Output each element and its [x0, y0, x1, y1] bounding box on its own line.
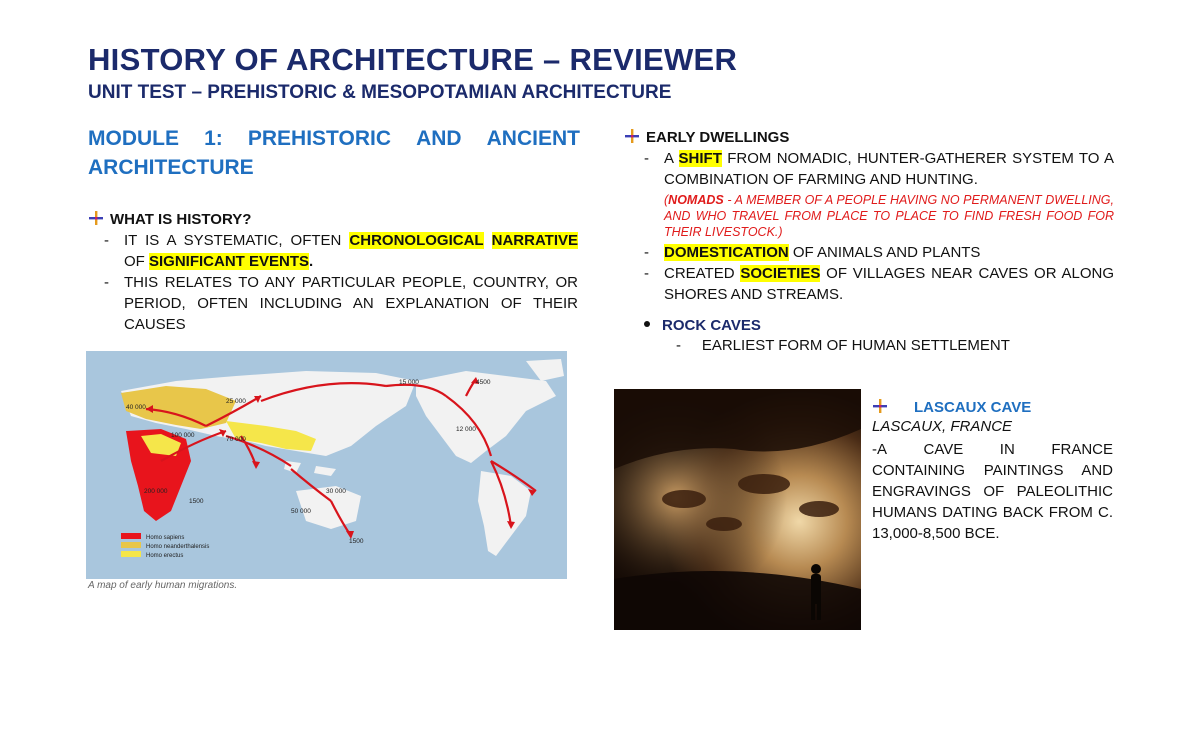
list-item: - DOMESTICATION OF ANIMALS AND PLANTS [644, 244, 981, 261]
map-label: 15 000 [399, 379, 419, 386]
highlight: SHIFT [678, 150, 722, 167]
lascaux-cave-heading: LASCAUX CAVE [872, 398, 1031, 416]
what-is-history-heading: WHAT IS HISTORY? [88, 210, 251, 228]
list-item: - IT IS A SYSTEMATIC, OFTEN CHRONOLOGICAL NARRATIVE OF SIGNIFICANT EVENTS. [104, 232, 578, 270]
svg-text:Homo sapiens: Homo sapiens [146, 535, 185, 541]
map-label: 30 000 [326, 488, 346, 495]
module-word: 1: [204, 127, 223, 150]
highlight: SOCIETIES [740, 265, 821, 282]
document-subtitle: UNIT TEST – PREHISTORIC & MESOPOTAMIAN ARCHITECTURE [88, 82, 672, 103]
module-word: ANCIENT [486, 127, 580, 150]
map-label: 12 000 [456, 426, 476, 433]
rock-caves-heading: ROCK CAVES [644, 317, 761, 334]
svg-text:Homo neanderthalensis: Homo neanderthalensis [146, 544, 210, 550]
map-label: 200 000 [144, 488, 168, 495]
list-item: - A SHIFT FROM NOMADIC, HUNTER-GATHERER SYSTEM TO A COMBINATION OF FARMING AND HUNTING. [644, 150, 1114, 188]
highlight: NARRATIVE [491, 232, 578, 249]
module-heading [88, 124, 580, 182]
lascaux-cave-photo [614, 389, 861, 630]
migration-map [86, 351, 567, 579]
early-dwellings-list [644, 148, 1114, 305]
rock-caves-item: - EARLIEST FORM OF HUMAN SETTLEMENT [676, 337, 1010, 354]
module-word: ARCHITECTURE [88, 156, 254, 179]
nomads-definition: (NOMADS - A MEMBER OF A PEOPLE HAVING NO PERMANENT DWELLING, AND WHO TRAVEL FROM PLACE TO PLACE TO FIND FRESH FOOD FOR THEIR LIVESTOCK.) [664, 193, 1114, 239]
highlight: DOMESTICATION [664, 244, 789, 261]
sparkle-bullet-icon [88, 210, 104, 226]
document-title: HISTORY OF ARCHITECTURE – REVIEWER [88, 42, 738, 77]
list-item: - THIS RELATES TO ANY PARTICULAR PEOPLE, COUNTRY, OR PERIOD, OFTEN INCLUDING AN EXPLANATION OF THEIR CAUSES [104, 274, 578, 333]
map-label: 1500 [349, 538, 364, 545]
map-label: 25 000 [226, 398, 246, 405]
map-label: 4500 [476, 379, 491, 386]
bullet-dot-icon [644, 321, 650, 327]
map-caption: A map of early human migrations. [88, 580, 238, 591]
sparkle-bullet-icon [624, 128, 640, 144]
map-label: 70 000 [226, 436, 246, 443]
what-is-history-list [104, 230, 578, 335]
map-label: 100 000 [171, 432, 195, 439]
highlight: SIGNIFICANT EVENTS [149, 253, 310, 270]
module-word: MODULE [88, 127, 179, 150]
early-dwellings-heading: EARLY DWELLINGS [624, 128, 789, 146]
map-label: 50 000 [291, 508, 311, 515]
map-label: 40 000 [126, 404, 146, 411]
module-word: AND [416, 127, 462, 150]
world-map-graphic [86, 351, 567, 579]
svg-text:Homo erectus: Homo erectus [146, 553, 184, 559]
lascaux-location: LASCAUX, FRANCE [872, 418, 1013, 435]
sparkle-bullet-icon [872, 398, 888, 414]
lascaux-description: -A CAVE IN FRANCE CONTAINING PAINTINGS AND ENGRAVINGS OF PALEOLITHIC HUMANS DATING BACK FROM C. 13,000-8,500 BCE. [872, 441, 1113, 542]
module-word: PREHISTORIC [247, 127, 391, 150]
highlight: CHRONOLOGICAL [349, 232, 484, 249]
list-item: - CREATED SOCIETIES OF VILLAGES NEAR CAVES OR ALONG SHORES AND STREAMS. [644, 265, 1114, 303]
map-label: 1500 [189, 498, 204, 505]
